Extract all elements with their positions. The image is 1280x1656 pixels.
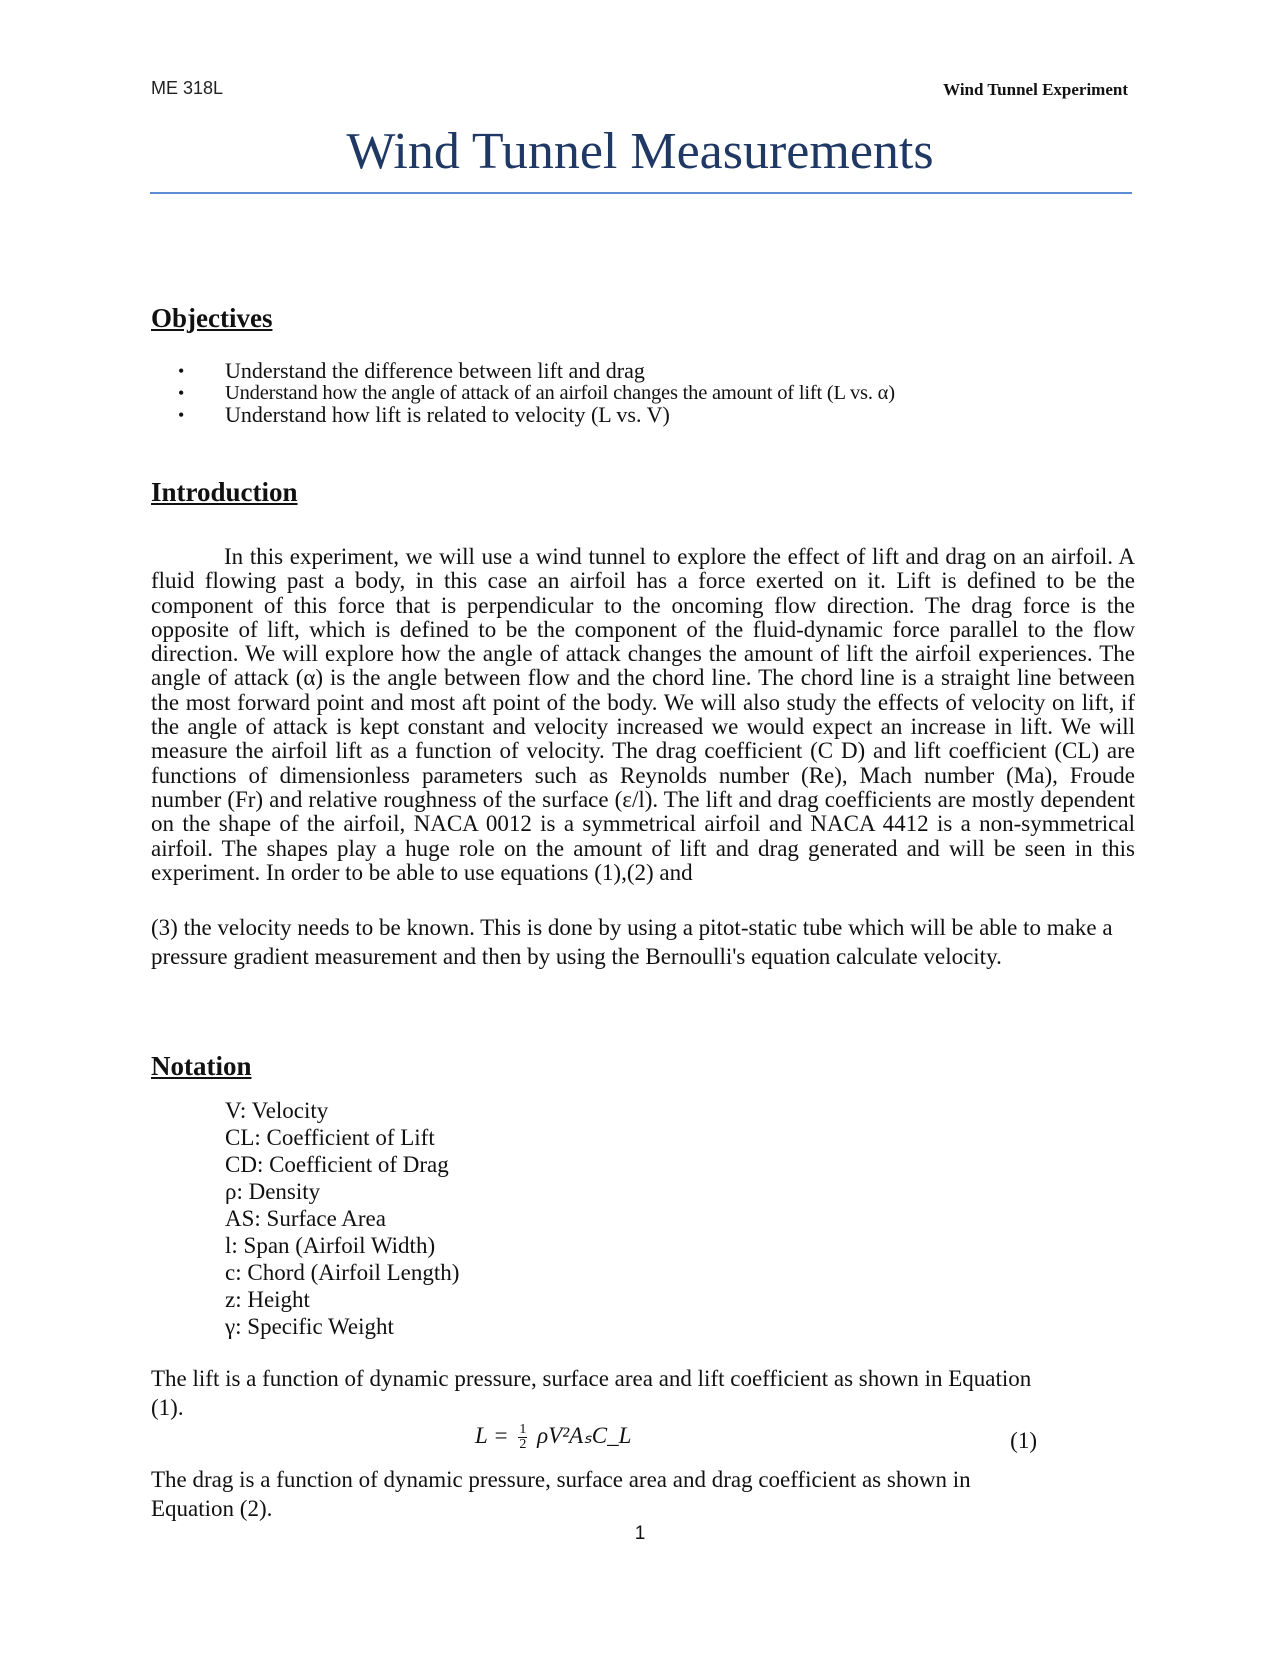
introduction-text: In this experiment, we will use a wind tunnel to explore the effect of lift and drag on an airfoil. A fluid flowing past a body, in this case an airfoil has a force exerted on it. Lift is defined to be the component of this force that is perpendicular to the oncoming flow direction. The drag force is the opposite of lift, which is defined to be the component of the fluid-dynamic force parallel to the flow direction. We will explore how the angle of attack changes the amount of lift the airfoil experiences. The angle of attack (α) is the angle between flow and the chord line. The chord line is a straight line between the most forward point and most aft point of the body. We will also study the effects of velocity on lift, if the angle of attack is kept constant and velocity increased we would expect an increase in lift. We will measure the airfoil lift as a function of velocity. The drag coefficient (C D) and lift coefficient (CL) are functions of dimensionless parameters such as Reynolds number (Re), Mach number (Ma), Froude number (Fr) and relative roughness of the surface (ε/l). The lift and drag coefficients are mostly dependent on the shape of the airfoil, NACA 0012 is a symmetrical airfoil and NACA 4412 is a non-symmetrical airfoil. The shapes play a huge role on the amount of lift and drag generated and will be seen in this experiment. In order to be able to use equations (1),(2) and bbox=[151, 544, 1135, 885]
objective-text: Understand how the angle of attack of an airfoil changes the amount of lift (L vs. α) bbox=[225, 382, 895, 404]
list-item bbox=[178, 404, 895, 426]
equation-lhs: L = bbox=[475, 1423, 509, 1448]
objectives-heading: Objectives bbox=[151, 303, 273, 333]
title-rule bbox=[150, 192, 1132, 194]
introduction-heading: Introduction bbox=[151, 477, 298, 507]
objective-text: Understand the difference between lift and drag bbox=[225, 358, 645, 383]
page-title: Wind Tunnel Measurements bbox=[346, 123, 934, 180]
equation-1 bbox=[475, 1423, 631, 1452]
introduction-body bbox=[151, 545, 1135, 885]
list-item: z: Height bbox=[225, 1287, 310, 1312]
page-number: 1 bbox=[634, 1523, 646, 1544]
list-item: ρ: Density bbox=[225, 1179, 321, 1204]
bullet-icon: • bbox=[178, 383, 185, 403]
notation-list bbox=[225, 1097, 459, 1340]
list-item bbox=[178, 382, 895, 404]
header-doc-title: Wind Tunnel Experiment bbox=[943, 80, 1128, 99]
list-item: AS: Surface Area bbox=[225, 1206, 386, 1231]
drag-paragraph: The drag is a function of dynamic pressure, surface area and drag coefficient as shown in Equation (2). bbox=[151, 1467, 971, 1521]
list-item: c: Chord (Airfoil Length) bbox=[225, 1260, 460, 1285]
list-item: V: Velocity bbox=[225, 1098, 329, 1123]
list-item: γ: Specific Weight bbox=[225, 1314, 394, 1339]
bullet-icon: • bbox=[178, 361, 185, 381]
objectives-list bbox=[178, 360, 895, 426]
equation-fraction bbox=[518, 1423, 527, 1452]
fraction-denominator: 2 bbox=[519, 1437, 527, 1453]
lift-paragraph: The lift is a function of dynamic pressure, surface area and lift coefficient as shown in Equation (1). bbox=[151, 1366, 1032, 1420]
list-item: CL: Coefficient of Lift bbox=[225, 1125, 435, 1150]
list-item: l: Span (Airfoil Width) bbox=[225, 1233, 436, 1258]
list-item bbox=[178, 360, 895, 382]
bullet-icon: • bbox=[178, 405, 185, 425]
notation-heading: Notation bbox=[151, 1051, 252, 1081]
list-item: CD: Coefficient of Drag bbox=[225, 1152, 449, 1177]
equation-number: (1) bbox=[1010, 1428, 1037, 1453]
fraction-numerator: 1 bbox=[519, 1422, 527, 1438]
introduction-body-tail: (3) the velocity needs to be known. This is done by using a pitot-static tube which will be able to make a pressure gradient measurement and then by using the Bernoulli's equation calculate velocity. bbox=[151, 915, 1113, 969]
equation-rhs: ρV²AₛC_L bbox=[537, 1423, 632, 1448]
header-course: ME 318L bbox=[151, 78, 224, 98]
objective-text: Understand how lift is related to velocity (L vs. V) bbox=[225, 402, 670, 427]
